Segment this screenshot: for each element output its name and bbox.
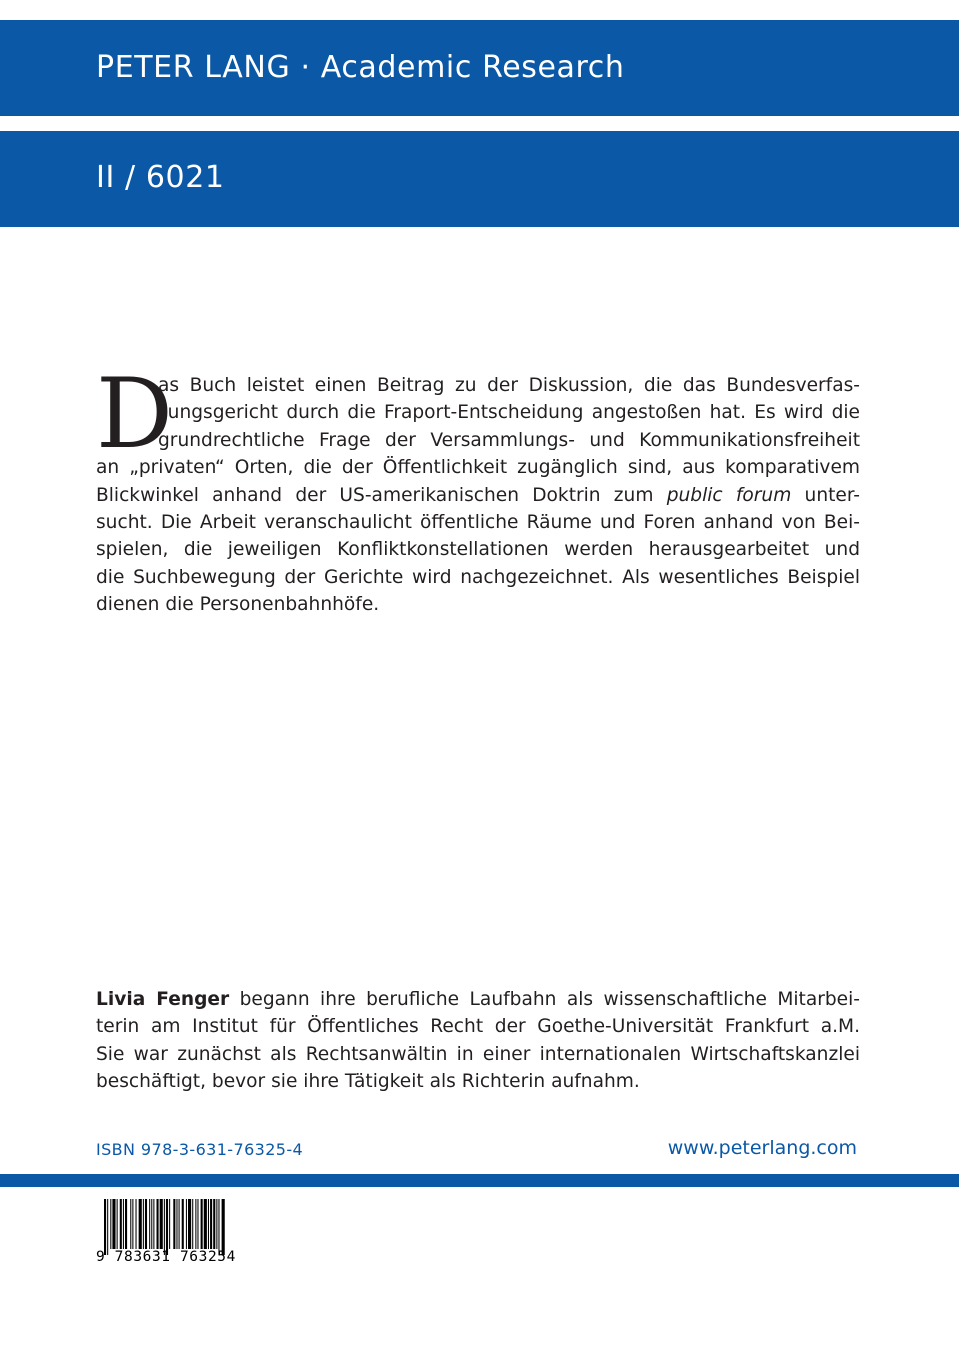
book-description — [96, 358, 861, 619]
barcode-bar — [125, 1199, 127, 1249]
description-line: sucht. Die Arbeit veranschaulicht öffentliche Räume und Foren anhand von Bei- — [96, 512, 860, 534]
author-name: Livia Fenger — [96, 989, 230, 1010]
barcode-bar — [197, 1199, 198, 1249]
barcode-bar — [107, 1199, 108, 1255]
barcode-bar — [117, 1199, 118, 1249]
barcode — [96, 1199, 292, 1267]
barcode-bar — [160, 1199, 163, 1249]
barcode-bar — [136, 1199, 137, 1249]
bio-text: begann ihre berufliche Laufbahn als wissenschaftliche Mitarbei- — [229, 989, 860, 1010]
bio-line: Sie war zunächst als Rechtsanwältin in einer internationalen Wirtschaftskanzlei — [96, 1043, 860, 1065]
barcode-bar — [164, 1199, 165, 1255]
barcode-bar — [218, 1199, 219, 1255]
barcode-bar — [222, 1199, 225, 1255]
barcode-bar — [186, 1199, 187, 1249]
barcode-bar — [157, 1199, 159, 1249]
drop-cap: D — [96, 358, 173, 470]
bio-line: terin am Institut für Öffentliches Recht der Goethe-Universität Frankfurt a.M. — [96, 1016, 860, 1038]
barcode-bar — [166, 1199, 168, 1255]
description-text: unter- — [791, 484, 861, 506]
barcode-bar — [153, 1199, 154, 1249]
barcode-bar — [104, 1199, 106, 1255]
barcode-bar — [139, 1199, 142, 1249]
barcode-bar — [110, 1199, 111, 1249]
barcode-bar — [208, 1199, 209, 1249]
description-line: grundrechtliche Frage der Versammlungs- und Kommunikationsfreiheit — [158, 429, 860, 451]
description-line: die Suchbewegung der Gerichte wird nachgezeichnet. Als wesentliches Beispiel — [96, 566, 860, 588]
barcode-bar — [216, 1199, 217, 1249]
footer-band — [0, 1174, 959, 1187]
barcode-bar — [132, 1199, 133, 1249]
description-line: as Buch leistet einen Beitrag zu der Diskussion, die das Bundesverfas- — [158, 375, 860, 396]
barcode-bar — [143, 1199, 144, 1249]
barcode-bar — [149, 1199, 150, 1249]
barcode-bar — [213, 1199, 215, 1249]
description-line: dienen die Personenbahnhöfe. — [96, 594, 380, 616]
author-bio — [96, 986, 860, 1096]
barcode-bar — [204, 1199, 207, 1249]
series-number: II / 6021 — [96, 160, 225, 195]
barcode-bar — [130, 1199, 131, 1249]
barcode-bar — [123, 1199, 124, 1249]
bio-line: beschäftigt, bevor sie ihre Tätigkeit als Richterin aufnahm. — [96, 1071, 640, 1093]
description-line-with-italic — [96, 482, 860, 509]
barcode-bar — [151, 1199, 152, 1249]
description-line: an „privaten“ Orten, die der Öffentlichkeit zugänglich sind, aus komparativem — [96, 457, 860, 479]
barcode-digits: 9 783631 763254 — [96, 1249, 236, 1265]
barcode-bar — [195, 1199, 196, 1249]
barcode-bar — [210, 1199, 212, 1249]
website-link[interactable]: www.peterlang.com — [667, 1137, 857, 1159]
barcode-bar — [173, 1199, 175, 1249]
barcode-bar — [179, 1199, 180, 1249]
barcode-bar — [169, 1199, 170, 1249]
bio-line — [96, 986, 860, 1013]
barcode-bar — [201, 1199, 203, 1249]
description-line: spielen, die jeweiligen Konfliktkonstellationen werden herausgearbeitet und — [96, 539, 860, 561]
series-name: PETER LANG · Academic Research — [96, 50, 625, 85]
isbn: ISBN 978-3-631-76325-4 — [96, 1140, 304, 1159]
barcode-bars — [104, 1199, 290, 1255]
italic-term: public forum — [666, 484, 792, 506]
barcode-bar — [112, 1199, 115, 1249]
barcode-bar — [182, 1199, 184, 1249]
description-text: Blickwinkel anhand der US-amerikanischen Doktrin zum — [96, 484, 667, 506]
barcode-bar — [192, 1199, 193, 1249]
description-line: sungsgericht durch die Fraport-Entscheidung angestoßen hat. Es wird die — [158, 402, 860, 424]
barcode-bar — [120, 1199, 122, 1249]
barcode-bar — [145, 1199, 147, 1249]
barcode-bar — [176, 1199, 177, 1249]
barcode-bar — [188, 1199, 191, 1249]
